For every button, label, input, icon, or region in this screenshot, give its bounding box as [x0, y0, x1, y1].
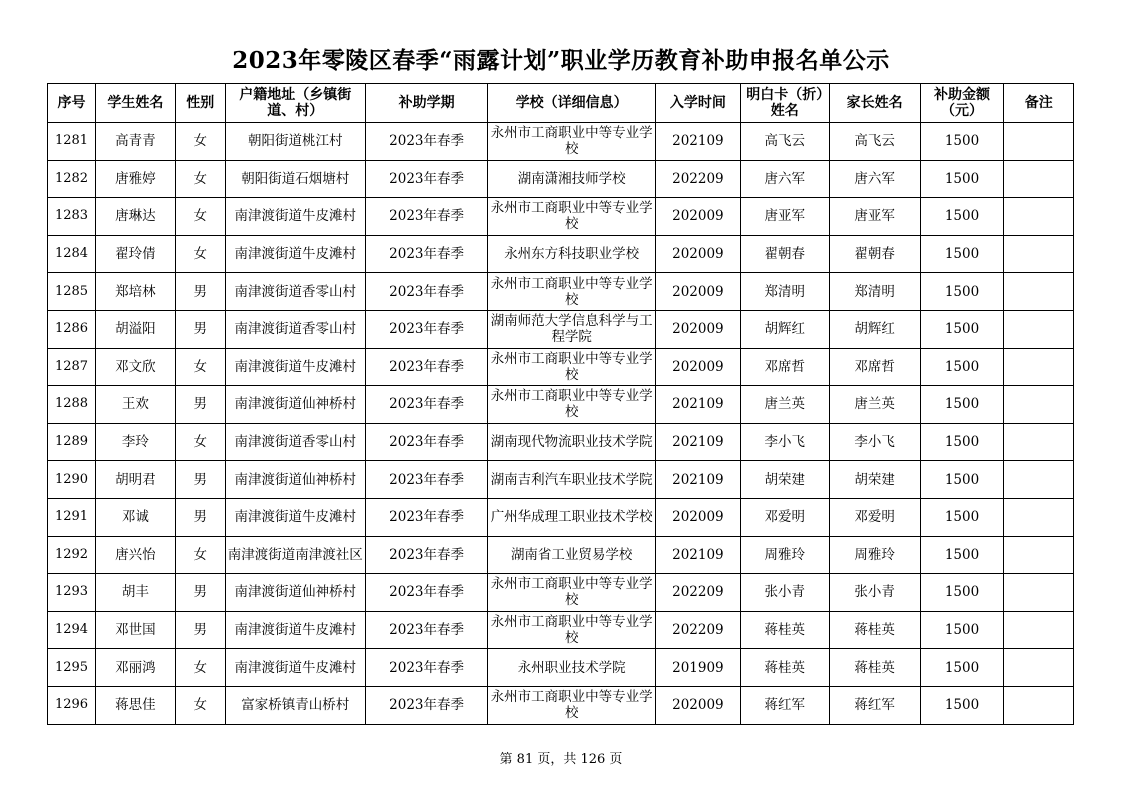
cell-student-name: 唐兴怡 [96, 536, 176, 574]
header-term: 补助学期 [365, 84, 488, 123]
cell-amount: 1500 [920, 310, 1004, 348]
cell-address: 南津渡街道仙神桥村 [225, 386, 365, 424]
table-row [48, 574, 1074, 612]
cell-address: 南津渡街道香零山村 [225, 423, 365, 461]
cell-parent-name: 蒋桂英 [829, 611, 920, 649]
header-index: 序号 [48, 84, 96, 123]
cell-card-name: 周雅玲 [740, 536, 829, 574]
cell-card-name: 蒋红军 [740, 686, 829, 724]
cell-card-name: 郑清明 [740, 273, 829, 311]
cell-remark [1004, 235, 1074, 273]
cell-gender: 男 [175, 273, 225, 311]
cell-remark [1004, 123, 1074, 161]
cell-enroll-date: 201909 [655, 649, 740, 687]
cell-parent-name: 翟朝春 [829, 235, 920, 273]
cell-remark [1004, 536, 1074, 574]
cell-school: 湖南师范大学信息科学与工程学院 [488, 310, 656, 348]
cell-parent-name: 胡辉红 [829, 310, 920, 348]
table-row [48, 348, 1074, 386]
table-row [48, 273, 1074, 311]
cell-card-name: 张小青 [740, 574, 829, 612]
cell-school: 永州市工商职业中等专业学校 [488, 686, 656, 724]
cell-remark [1004, 386, 1074, 424]
cell-student-name: 胡溢阳 [96, 310, 176, 348]
cell-parent-name: 张小青 [829, 574, 920, 612]
cell-address: 南津渡街道牛皮滩村 [225, 649, 365, 687]
cell-student-name: 王欢 [96, 386, 176, 424]
table-body [48, 123, 1074, 725]
cell-amount: 1500 [920, 536, 1004, 574]
cell-enroll-date: 202009 [655, 310, 740, 348]
cell-index: 1295 [48, 649, 96, 687]
cell-amount: 1500 [920, 423, 1004, 461]
cell-term: 2023年春季 [365, 611, 488, 649]
cell-remark [1004, 273, 1074, 311]
cell-address: 南津渡街道牛皮滩村 [225, 198, 365, 236]
cell-parent-name: 胡荣建 [829, 461, 920, 499]
cell-gender: 女 [175, 686, 225, 724]
cell-student-name: 翟玲倩 [96, 235, 176, 273]
cell-school: 永州市工商职业中等专业学校 [488, 198, 656, 236]
cell-term: 2023年春季 [365, 160, 488, 198]
cell-gender: 男 [175, 574, 225, 612]
cell-card-name: 胡辉红 [740, 310, 829, 348]
cell-remark [1004, 348, 1074, 386]
cell-term: 2023年春季 [365, 461, 488, 499]
cell-enroll-date: 202009 [655, 348, 740, 386]
cell-school: 永州市工商职业中等专业学校 [488, 348, 656, 386]
cell-address: 南津渡街道仙神桥村 [225, 574, 365, 612]
cell-gender: 女 [175, 649, 225, 687]
cell-gender: 女 [175, 160, 225, 198]
cell-enroll-date: 202109 [655, 536, 740, 574]
cell-index: 1292 [48, 536, 96, 574]
table-row [48, 649, 1074, 687]
cell-card-name: 高飞云 [740, 123, 829, 161]
cell-amount: 1500 [920, 461, 1004, 499]
cell-gender: 女 [175, 423, 225, 461]
cell-term: 2023年春季 [365, 310, 488, 348]
cell-enroll-date: 202109 [655, 386, 740, 424]
cell-remark [1004, 686, 1074, 724]
cell-amount: 1500 [920, 686, 1004, 724]
cell-term: 2023年春季 [365, 686, 488, 724]
cell-address: 南津渡街道南津渡社区 [225, 536, 365, 574]
cell-index: 1288 [48, 386, 96, 424]
cell-student-name: 胡明君 [96, 461, 176, 499]
cell-student-name: 高青青 [96, 123, 176, 161]
cell-address: 朝阳街道石烟塘村 [225, 160, 365, 198]
header-enroll-date: 入学时间 [655, 84, 740, 123]
cell-index: 1296 [48, 686, 96, 724]
cell-enroll-date: 202009 [655, 198, 740, 236]
cell-parent-name: 蒋红军 [829, 686, 920, 724]
cell-index: 1289 [48, 423, 96, 461]
cell-amount: 1500 [920, 498, 1004, 536]
cell-remark [1004, 574, 1074, 612]
cell-enroll-date: 202209 [655, 574, 740, 612]
cell-parent-name: 郑清明 [829, 273, 920, 311]
cell-enroll-date: 202209 [655, 160, 740, 198]
cell-school: 永州市工商职业中等专业学校 [488, 273, 656, 311]
table-row [48, 123, 1074, 161]
cell-parent-name: 周雅玲 [829, 536, 920, 574]
cell-enroll-date: 202009 [655, 273, 740, 311]
cell-student-name: 郑培林 [96, 273, 176, 311]
cell-card-name: 翟朝春 [740, 235, 829, 273]
cell-address: 南津渡街道牛皮滩村 [225, 611, 365, 649]
cell-parent-name: 唐亚军 [829, 198, 920, 236]
cell-enroll-date: 202209 [655, 611, 740, 649]
header-gender: 性别 [175, 84, 225, 123]
cell-enroll-date: 202109 [655, 123, 740, 161]
cell-card-name: 唐六军 [740, 160, 829, 198]
cell-term: 2023年春季 [365, 273, 488, 311]
header-address: 户籍地址（乡镇街道、村） [225, 84, 365, 123]
cell-card-name: 蒋桂英 [740, 611, 829, 649]
table-row [48, 386, 1074, 424]
cell-gender: 女 [175, 198, 225, 236]
cell-address: 南津渡街道牛皮滩村 [225, 235, 365, 273]
cell-enroll-date: 202109 [655, 423, 740, 461]
roster-table [47, 83, 1074, 725]
cell-amount: 1500 [920, 611, 1004, 649]
cell-card-name: 蒋桂英 [740, 649, 829, 687]
cell-term: 2023年春季 [365, 235, 488, 273]
cell-remark [1004, 198, 1074, 236]
cell-amount: 1500 [920, 198, 1004, 236]
cell-student-name: 唐雅婷 [96, 160, 176, 198]
cell-index: 1284 [48, 235, 96, 273]
cell-term: 2023年春季 [365, 649, 488, 687]
cell-term: 2023年春季 [365, 574, 488, 612]
cell-school: 湖南现代物流职业技术学院 [488, 423, 656, 461]
cell-student-name: 邓丽鸿 [96, 649, 176, 687]
cell-school: 湖南省工业贸易学校 [488, 536, 656, 574]
table-row [48, 461, 1074, 499]
cell-remark [1004, 423, 1074, 461]
cell-remark [1004, 310, 1074, 348]
cell-student-name: 李玲 [96, 423, 176, 461]
table-row [48, 536, 1074, 574]
cell-index: 1287 [48, 348, 96, 386]
cell-address: 南津渡街道牛皮滩村 [225, 498, 365, 536]
cell-gender: 女 [175, 348, 225, 386]
cell-term: 2023年春季 [365, 536, 488, 574]
page-title: 2023年零陵区春季“雨露计划”职业学历教育补助申报名单公示 [232, 47, 890, 74]
cell-parent-name: 唐兰英 [829, 386, 920, 424]
cell-parent-name: 高飞云 [829, 123, 920, 161]
cell-amount: 1500 [920, 348, 1004, 386]
cell-index: 1283 [48, 198, 96, 236]
cell-enroll-date: 202009 [655, 686, 740, 724]
cell-card-name: 胡荣建 [740, 461, 829, 499]
cell-school: 永州市工商职业中等专业学校 [488, 574, 656, 612]
cell-address: 南津渡街道仙神桥村 [225, 461, 365, 499]
table-row [48, 498, 1074, 536]
cell-parent-name: 李小飞 [829, 423, 920, 461]
cell-index: 1282 [48, 160, 96, 198]
cell-student-name: 蒋思佳 [96, 686, 176, 724]
table-row [48, 160, 1074, 198]
cell-term: 2023年春季 [365, 348, 488, 386]
cell-index: 1290 [48, 461, 96, 499]
cell-term: 2023年春季 [365, 123, 488, 161]
cell-gender: 男 [175, 310, 225, 348]
cell-address: 朝阳街道桃江村 [225, 123, 365, 161]
table-row [48, 310, 1074, 348]
cell-amount: 1500 [920, 160, 1004, 198]
table-row [48, 198, 1074, 236]
page-footer: 第 81 页，共 126 页 [499, 752, 623, 767]
cell-school: 永州市工商职业中等专业学校 [488, 386, 656, 424]
header-amount: 补助金额（元） [920, 84, 1004, 123]
table-row [48, 423, 1074, 461]
table-row [48, 235, 1074, 273]
table-row [48, 686, 1074, 724]
header-student-name: 学生姓名 [96, 84, 176, 123]
cell-remark [1004, 611, 1074, 649]
cell-amount: 1500 [920, 273, 1004, 311]
cell-school: 永州职业技术学院 [488, 649, 656, 687]
cell-school: 永州市工商职业中等专业学校 [488, 123, 656, 161]
cell-term: 2023年春季 [365, 386, 488, 424]
cell-enroll-date: 202009 [655, 235, 740, 273]
cell-card-name: 邓爱明 [740, 498, 829, 536]
cell-index: 1281 [48, 123, 96, 161]
cell-card-name: 李小飞 [740, 423, 829, 461]
cell-card-name: 邓席哲 [740, 348, 829, 386]
cell-address: 富家桥镇青山桥村 [225, 686, 365, 724]
cell-amount: 1500 [920, 649, 1004, 687]
header-parent-name: 家长姓名 [829, 84, 920, 123]
cell-parent-name: 邓席哲 [829, 348, 920, 386]
cell-gender: 男 [175, 498, 225, 536]
header-remark: 备注 [1004, 84, 1074, 123]
cell-enroll-date: 202009 [655, 498, 740, 536]
cell-index: 1291 [48, 498, 96, 536]
cell-school: 湖南吉利汽车职业技术学院 [488, 461, 656, 499]
table-header-row [48, 84, 1074, 123]
cell-remark [1004, 649, 1074, 687]
cell-gender: 男 [175, 461, 225, 499]
cell-school: 永州市工商职业中等专业学校 [488, 611, 656, 649]
cell-index: 1293 [48, 574, 96, 612]
cell-term: 2023年春季 [365, 423, 488, 461]
cell-remark [1004, 498, 1074, 536]
cell-amount: 1500 [920, 574, 1004, 612]
cell-student-name: 胡丰 [96, 574, 176, 612]
cell-student-name: 邓文欣 [96, 348, 176, 386]
cell-gender: 女 [175, 235, 225, 273]
cell-student-name: 邓诚 [96, 498, 176, 536]
cell-remark [1004, 160, 1074, 198]
cell-card-name: 唐兰英 [740, 386, 829, 424]
cell-enroll-date: 202109 [655, 461, 740, 499]
header-school: 学校（详细信息） [488, 84, 656, 123]
cell-gender: 女 [175, 123, 225, 161]
cell-student-name: 邓世国 [96, 611, 176, 649]
cell-index: 1285 [48, 273, 96, 311]
cell-school: 永州东方科技职业学校 [488, 235, 656, 273]
cell-school: 湖南潇湘技师学校 [488, 160, 656, 198]
header-card-name: 明白卡（折）姓名 [740, 84, 829, 123]
cell-index: 1294 [48, 611, 96, 649]
cell-student-name: 唐琳达 [96, 198, 176, 236]
table-row [48, 611, 1074, 649]
cell-address: 南津渡街道香零山村 [225, 310, 365, 348]
cell-gender: 男 [175, 611, 225, 649]
cell-amount: 1500 [920, 123, 1004, 161]
cell-address: 南津渡街道牛皮滩村 [225, 348, 365, 386]
cell-amount: 1500 [920, 235, 1004, 273]
cell-parent-name: 蒋桂英 [829, 649, 920, 687]
cell-gender: 男 [175, 386, 225, 424]
cell-address: 南津渡街道香零山村 [225, 273, 365, 311]
cell-card-name: 唐亚军 [740, 198, 829, 236]
cell-index: 1286 [48, 310, 96, 348]
cell-term: 2023年春季 [365, 198, 488, 236]
cell-gender: 女 [175, 536, 225, 574]
cell-parent-name: 唐六军 [829, 160, 920, 198]
cell-parent-name: 邓爱明 [829, 498, 920, 536]
cell-term: 2023年春季 [365, 498, 488, 536]
cell-amount: 1500 [920, 386, 1004, 424]
cell-remark [1004, 461, 1074, 499]
cell-school: 广州华成理工职业技术学校 [488, 498, 656, 536]
